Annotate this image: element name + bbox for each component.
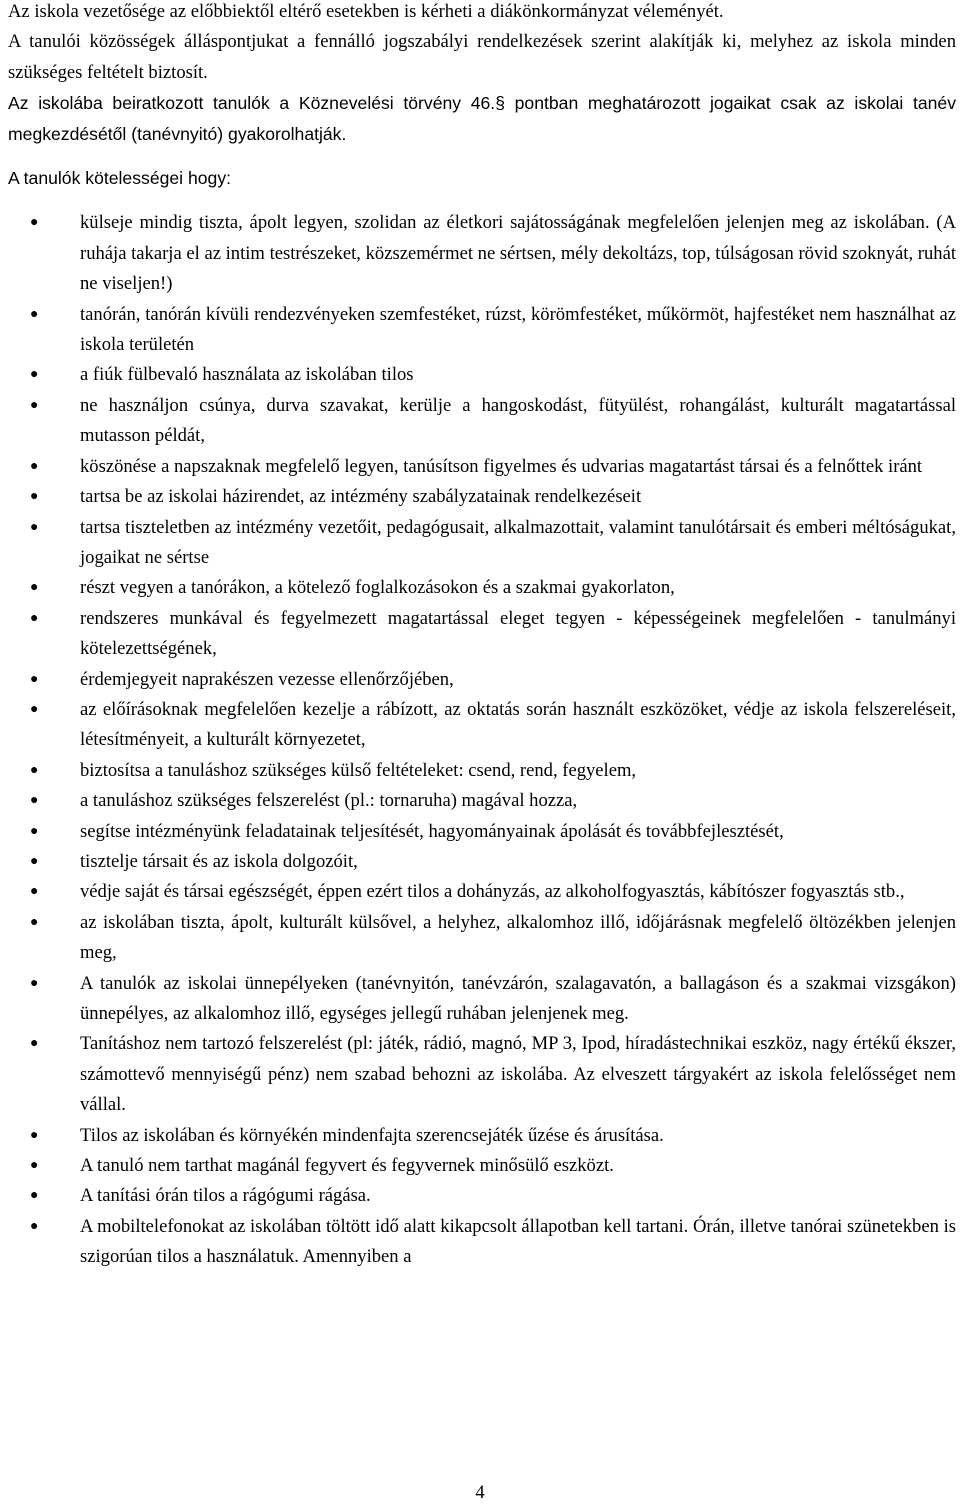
list-item (8, 665, 956, 695)
bullet-icon: ● (30, 793, 39, 809)
list-item (8, 604, 956, 665)
list-item-text: a tanuláshoz szükséges felszerelést (pl.: tornaruha) magával hozza, (80, 790, 578, 812)
list-item (8, 969, 956, 1030)
list-item (8, 1151, 956, 1181)
list-item-text: Tanításhoz nem tartozó felszerelést (pl: játék, rádió, magnó, MP 3, Ipod, híradástechnikai eszköz, nagy értékű ékszer, számottevő mennyiségű pénz) nem szabad behozni az iskolába. Az elveszett tárgyakért az iskola felelősséget nem vállal. (80, 1033, 956, 1116)
bullet-icon: ● (30, 914, 39, 930)
list-item-text: A tanulók az iskolai ünnepélyeken (tanévnyitón, tanévzárón, szalagavatón, a ballagáson és a szakmai vizsgákon) ünnepélyes, az alkalomhoz illő, egységes jellegű ruhában jelenjenek meg. (80, 972, 956, 1024)
list-item (8, 877, 956, 907)
list-item (8, 1121, 956, 1151)
list-item (8, 452, 956, 482)
bullet-icon: ● (30, 367, 39, 383)
list-item-text: tanórán, tanórán kívüli rendezvényeken szemfestéket, rúzst, körömfestéket, műkörmöt, hajfestéket nem használhat az iskola területén (80, 303, 956, 356)
bullet-icon: ● (30, 671, 39, 687)
list-item (8, 513, 956, 574)
bullet-icon: ● (30, 215, 39, 231)
document-page (8, 0, 956, 1273)
list-item-text: külseje mindig tiszta, ápolt legyen, szolidan az életkori sajátosságának megfelelően jelenjen meg az iskolában. (A ruhája takarja el az intim testrészeket, közszemérmet ne sértsen, mély dekoltázs, top, túlságosan rövid szoknyát, ruhát ne viseljen!) (80, 212, 956, 295)
list-item (8, 756, 956, 786)
list-item (8, 482, 956, 512)
list-item-text: Tilos az iskolában és környékén mindenfajta szerencsejáték űzése és árusítása. (80, 1124, 664, 1146)
list-item-text: érdemjegyeit naprakészen vezesse ellenőrzőjében, (80, 668, 454, 690)
list-item (8, 786, 956, 816)
bullet-icon: ● (30, 1188, 39, 1204)
list-item-text: segítse intézményünk feladatainak teljesítését, hagyományainak ápolását és továbbfejlesztését, (80, 820, 784, 842)
list-item (8, 573, 956, 603)
list-item (8, 1181, 956, 1211)
list-item (8, 1212, 956, 1273)
list-item-text: köszönése a napszaknak megfelelő legyen, tanúsítson figyelmes és udvarias magatartást társai és a felnőttek iránt (80, 455, 923, 477)
bullet-icon: ● (30, 397, 39, 413)
list-item-text: az iskolában tiszta, ápolt, kulturált külsővel, a helyhez, alkalomhoz illő, időjárásnak megfelelő öltözékben jelenjen meg, (80, 911, 956, 964)
bullet-icon: ● (30, 610, 39, 626)
bullet-icon: ● (30, 701, 39, 717)
bullet-icon: ● (30, 1036, 39, 1052)
bullet-icon: ● (30, 519, 39, 535)
bullet-icon: ● (30, 1218, 39, 1234)
list-item (8, 1029, 956, 1120)
bullet-icon: ● (30, 1127, 39, 1143)
list-item-text: A mobiltelefonokat az iskolában töltött idő alatt kikapcsolt állapotban kell tartani. Órán, illetve tanórai szünetekben is szigorúan tilos a használatuk. Amennyiben a (80, 1215, 956, 1268)
bullet-icon: ● (30, 762, 39, 778)
list-item-text: A tanítási órán tilos a rágógumi rágása. (80, 1185, 371, 1207)
bullet-icon: ● (30, 853, 39, 869)
list-item-text: rendszeres munkával és fegyelmezett magatartással eleget tegyen - képességeinek megfelelően - tanulmányi kötelezettségének, (80, 607, 956, 660)
list-item (8, 847, 956, 877)
list-item-text: a fiúk fülbevaló használata az iskolában tilos (80, 364, 414, 386)
list-item-text: tartsa be az iskolai házirendet, az intézmény szabályzatainak rendelkezéseit (80, 486, 642, 508)
list-item-text: tisztelje társait és az iskola dolgozóit, (80, 850, 358, 872)
intro-paragraph-3: Az iskolába beiratkozott tanulók a Köznevelési törvény 46.§ pontban meghatározott jogaikat csak az iskolai tanév megkezdésétől (tanévnyitó) gyakorolhatják. (8, 93, 956, 144)
list-item-text: ne használjon csúnya, durva szavakat, kerülje a hangoskodást, fütyülést, rohangálást, kulturált magatartással mutasson példát, (80, 394, 956, 447)
list-item (8, 208, 956, 299)
list-item (8, 360, 956, 390)
bullet-icon: ● (30, 975, 39, 991)
list-item (8, 817, 956, 847)
bullet-icon: ● (30, 1158, 39, 1174)
bullet-icon: ● (30, 306, 39, 322)
list-item (8, 300, 956, 361)
list-item (8, 391, 956, 452)
bullet-icon: ● (30, 458, 39, 474)
list-item-text: védje saját és társai egészségét, éppen ezért tilos a dohányzás, az alkoholfogyasztás, kábítószer fogyasztás stb., (80, 881, 905, 903)
bullet-icon: ● (30, 489, 39, 505)
list-item-text: részt vegyen a tanórákon, a kötelező foglalkozásokon és a szakmai gyakorlaton, (80, 577, 675, 599)
page-number: 4 (475, 1482, 485, 1503)
list-item (8, 908, 956, 969)
list-item-text: A tanuló nem tarthat magánál fegyvert és fegyvernek minősülő eszközt. (80, 1155, 614, 1177)
intro-paragraph-2: A tanulói közösségek álláspontjukat a fennálló jogszabályi rendelkezések szerint alakítják ki, melyhez az iskola minden szükséges feltételt biztosít. (8, 31, 956, 83)
bullet-icon: ● (30, 580, 39, 596)
list-item (8, 695, 956, 756)
list-item-text: az előírásoknak megfelelően kezelje a rábízott, az oktatás során használt eszközöket, védje az iskola felszereléseit, létesítményeit, a kulturált környezetet, (80, 698, 956, 751)
list-item-text: biztosítsa a tanuláshoz szükséges külső feltételeket: csend, rend, fegyelem, (80, 759, 637, 781)
bullet-icon: ● (30, 884, 39, 900)
intro-paragraph-1: Az iskola vezetősége az előbbiektől eltérő esetekben is kérheti a diákönkormányzat véleményét. (8, 1, 724, 22)
bullet-icon: ● (30, 823, 39, 839)
duties-heading: A tanulók kötelességei hogy: (8, 168, 232, 189)
list-item-text: tartsa tiszteletben az intézmény vezetőit, pedagógusait, alkalmazottait, valamint tanulótársait és emberi méltóságukat, jogaikat ne sértse (80, 516, 956, 568)
duties-list (8, 208, 956, 1272)
